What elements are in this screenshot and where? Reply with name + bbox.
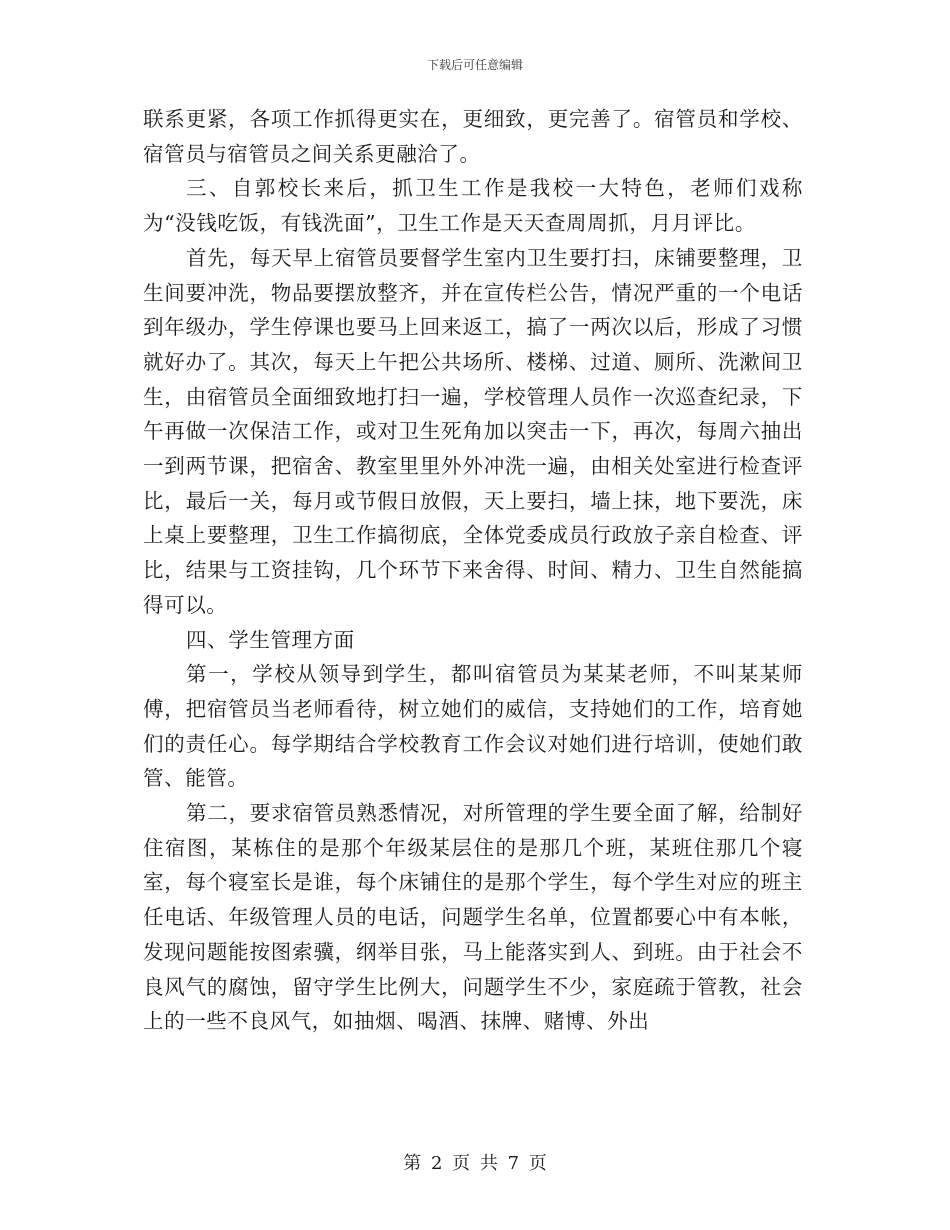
page-number: 第 2 页 共 7 页 [403, 1153, 547, 1174]
paragraph-hygiene-details: 首先，每天早上宿管员要督学生室内卫生要打扫，床铺要整理，卫生间要冲洗，物品要摆放整齐，并在宣传栏公告，情况严重的一个电话到年级办，学生停课也要马上回来返工，搞了一两次以后，形成了习惯就好办了。其次，每天上午把公共场所、楼梯、过道、厕所、洗漱间卫生，由宿管员全面细致地打扫一遍，学校管理人员作一次巡查纪录，下午再做一次保洁工作，或对卫生死角加以突击一下，再次，每周六抽出一到两节课，把宿舍、教室里里外外冲洗一遍，由相关处室进行检查评比，最后一关，每月或节假日放假，天上要扫，墙上抹，地下要洗，床上桌上要整理，卫生工作搞彻底，全体党委成员行政放子亲自检查、评比，结果与工资挂钩，几个环节下来舍得、时间、精力、卫生自然能搞得可以。 [143, 245, 803, 617]
section-heading-student-management: 四、学生管理方面 [186, 627, 355, 652]
page-header-note: 下载后可任意编辑 [426, 58, 523, 72]
paragraph-continuation: 联系更紧，各项工作抓得更实在，更细致，更完善了。宿管员和学校、宿管员与宿管员之间关系更融洽了。 [143, 107, 803, 166]
document-body [143, 102, 803, 1039]
paragraph-section-three: 三、自郭校长来后，抓卫生工作是我校一大特色，老师们戏称为“没钱吃饭，有钱洗面”，卫生工作是天天查周周抓，月月评比。 [143, 176, 803, 236]
paragraph-second-point: 第二，要求宿管员熟悉情况，对所管理的学生要全面了解，给制好住宿图，某栋住的是那个年级某层住的是那几个班，某班住那几个寝室，每个寝室长是谁，每个床铺住的是那个学生，每个学生对应的班主任电话、年级管理人员的电话，问题学生名单，位置都要心中有本帐，发现问题能按图索骥，纲举目张，马上能落实到人、到班。由于社会不良风气的腐蚀，留守学生比例大，问题学生不少，家庭疏于管教，社会上的一些不良风气，如抽烟、喝酒、抹牌、赌博、外出 [143, 801, 803, 1034]
paragraph-first-point: 第一，学校从领导到学生，都叫宿管员为某某老师，不叫某某师傅，把宿管员当老师看待，树立她们的威信，支持她们的工作，培育她们的责任心。每学期结合学校教育工作会议对她们进行培训，使她们敢管、能管。 [143, 662, 803, 791]
